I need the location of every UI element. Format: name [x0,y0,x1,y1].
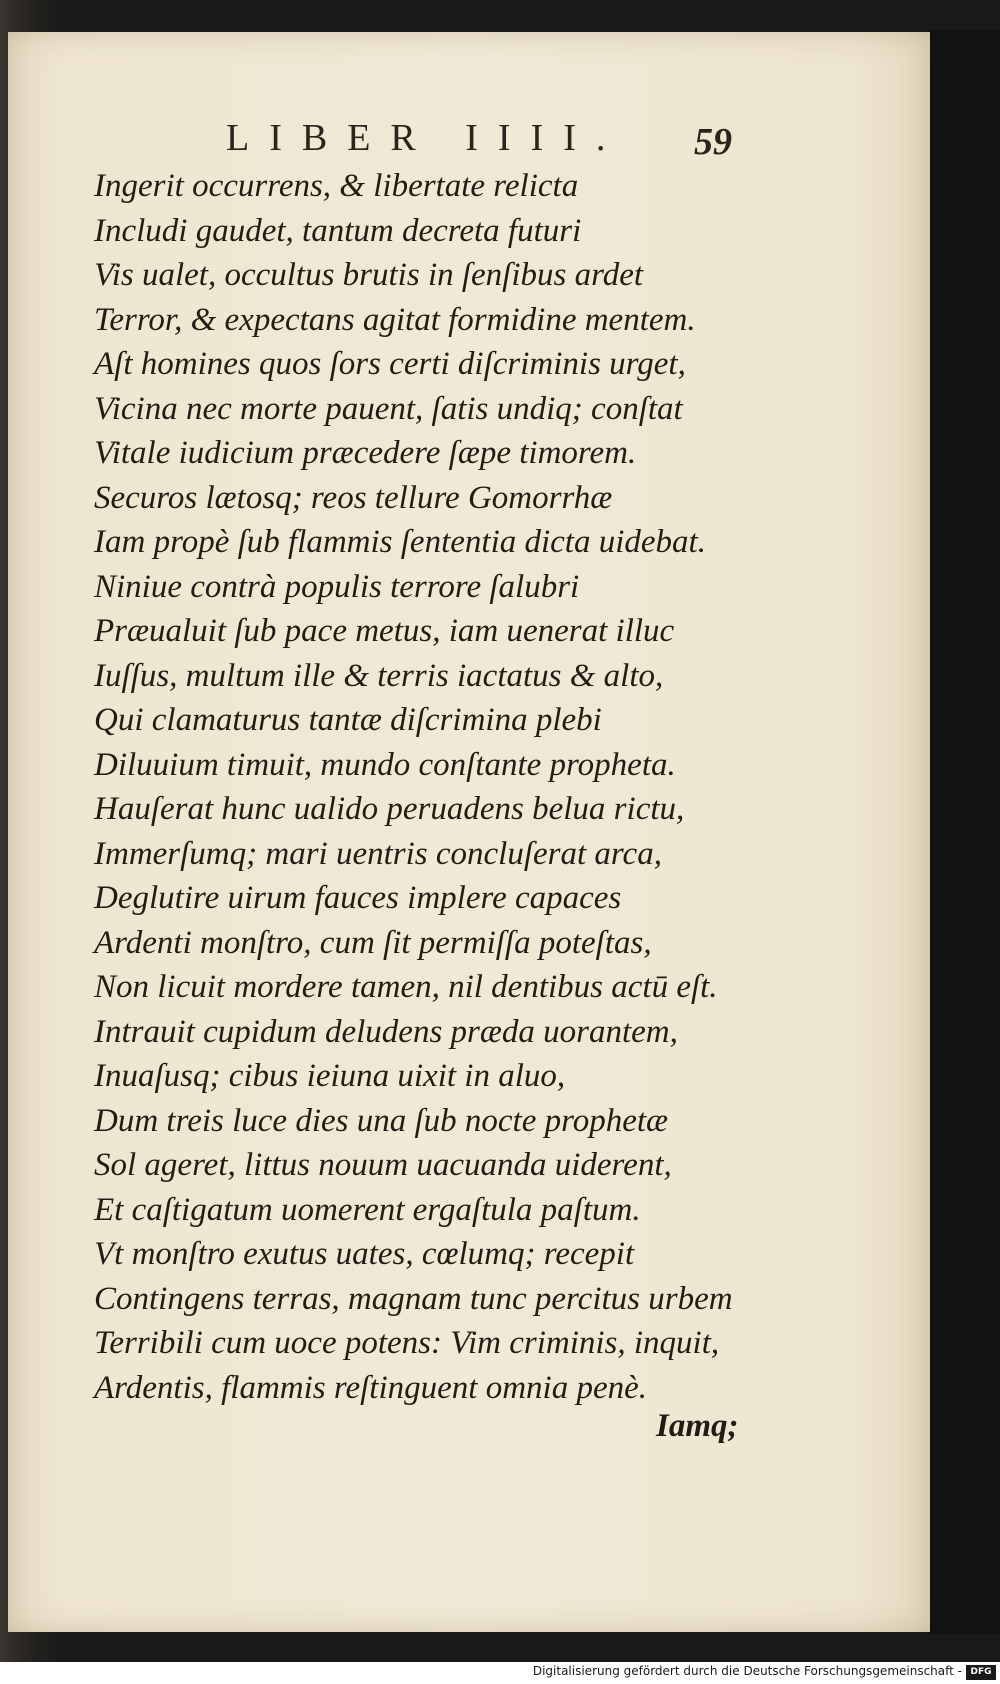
verse-line: Ardenti monſtro, cum ſit permiſſa poteſtas, [94,924,652,961]
verse-line: Deglutire uirum fauces implere capaces [94,880,622,916]
verse-line: Qui clamaturus tantæ diſcrimina plebi [94,702,602,738]
scan-dark-margin [930,30,1000,1634]
verse-line: Intrauit cupidum deludens præda uorantem, [94,1013,678,1050]
verse-line: Includi gaudet, tantum decreta futuri [94,212,582,249]
running-head: LIBER IIII. [226,117,626,159]
page-number: 59 [694,121,732,163]
verse-line: Præualuit ſub pace metus, iam uenerat illuc [94,613,675,649]
verse-line: Inuaſusq; cibus ieiuna uixit in aluo, [94,1058,566,1094]
verse-block [94,164,794,1410]
verse-line: Diluuium timuit, mundo conſtante propheta. [94,746,676,783]
verse-line: Ardentis, flammis reſtinguent omnia penè. [94,1369,647,1406]
verse-line: Iuſſus, multum ille & terris iactatus & alto, [94,657,664,694]
verse-line: Immerſumq; mari uentris concluſerat arca, [94,835,662,872]
verse-line: Dum treis luce dies una ſub nocte prophetæ [94,1102,669,1139]
catchword: Iamq; [656,1408,739,1444]
verse-line: Ingerit occurrens, & libertate relicta [94,168,579,204]
verse-line: Contingens terras, magnam tunc percitus urbem [94,1280,733,1317]
digitization-footer [0,1662,1000,1684]
verse-line: Vt monſtro exutus uates, cœlumq; recepit [94,1236,635,1272]
verse-line: Sol ageret, littus nouum uacuanda uiderent, [94,1147,672,1183]
verse-line: Hauſerat hunc ualido peruadens belua rictu, [94,791,685,827]
page-header [210,116,750,166]
verse-line: Non licuit mordere tamen, nil dentibus actū eſt. [94,969,718,1005]
verse-line: Securos lætosq; reos tellure Gomorrhæ [94,479,613,516]
verse-line: Vitale iudicium præcedere ſæpe timorem. [94,435,637,471]
verse-line: Vis ualet, occultus brutis in ſenſibus ardet [94,257,644,293]
verse-line: Aſt homines quos ſors certi diſcriminis urget, [94,346,686,382]
verse-line: Iam propè ſub flammis ſententia dicta uidebat. [94,524,706,560]
funding-credit: Digitalisierung gefördert durch die Deutsche Forschungsgemeinschaft - [532,1664,962,1678]
verse-line: Vicina nec morte pauent, ſatis undiq; conſtat [94,390,683,427]
verse-line: Terribili cum uoce potens: Vim criminis, inquit, [94,1325,720,1361]
verse-line: Niniue contrà populis terrore ſalubri [94,568,580,605]
dfg-logo: DFG [966,1665,996,1680]
verse-line: Et caſtigatum uomerent ergaſtula paſtum. [94,1191,641,1228]
verse-line: Terror, & expectans agitat formidine mentem. [94,301,696,338]
